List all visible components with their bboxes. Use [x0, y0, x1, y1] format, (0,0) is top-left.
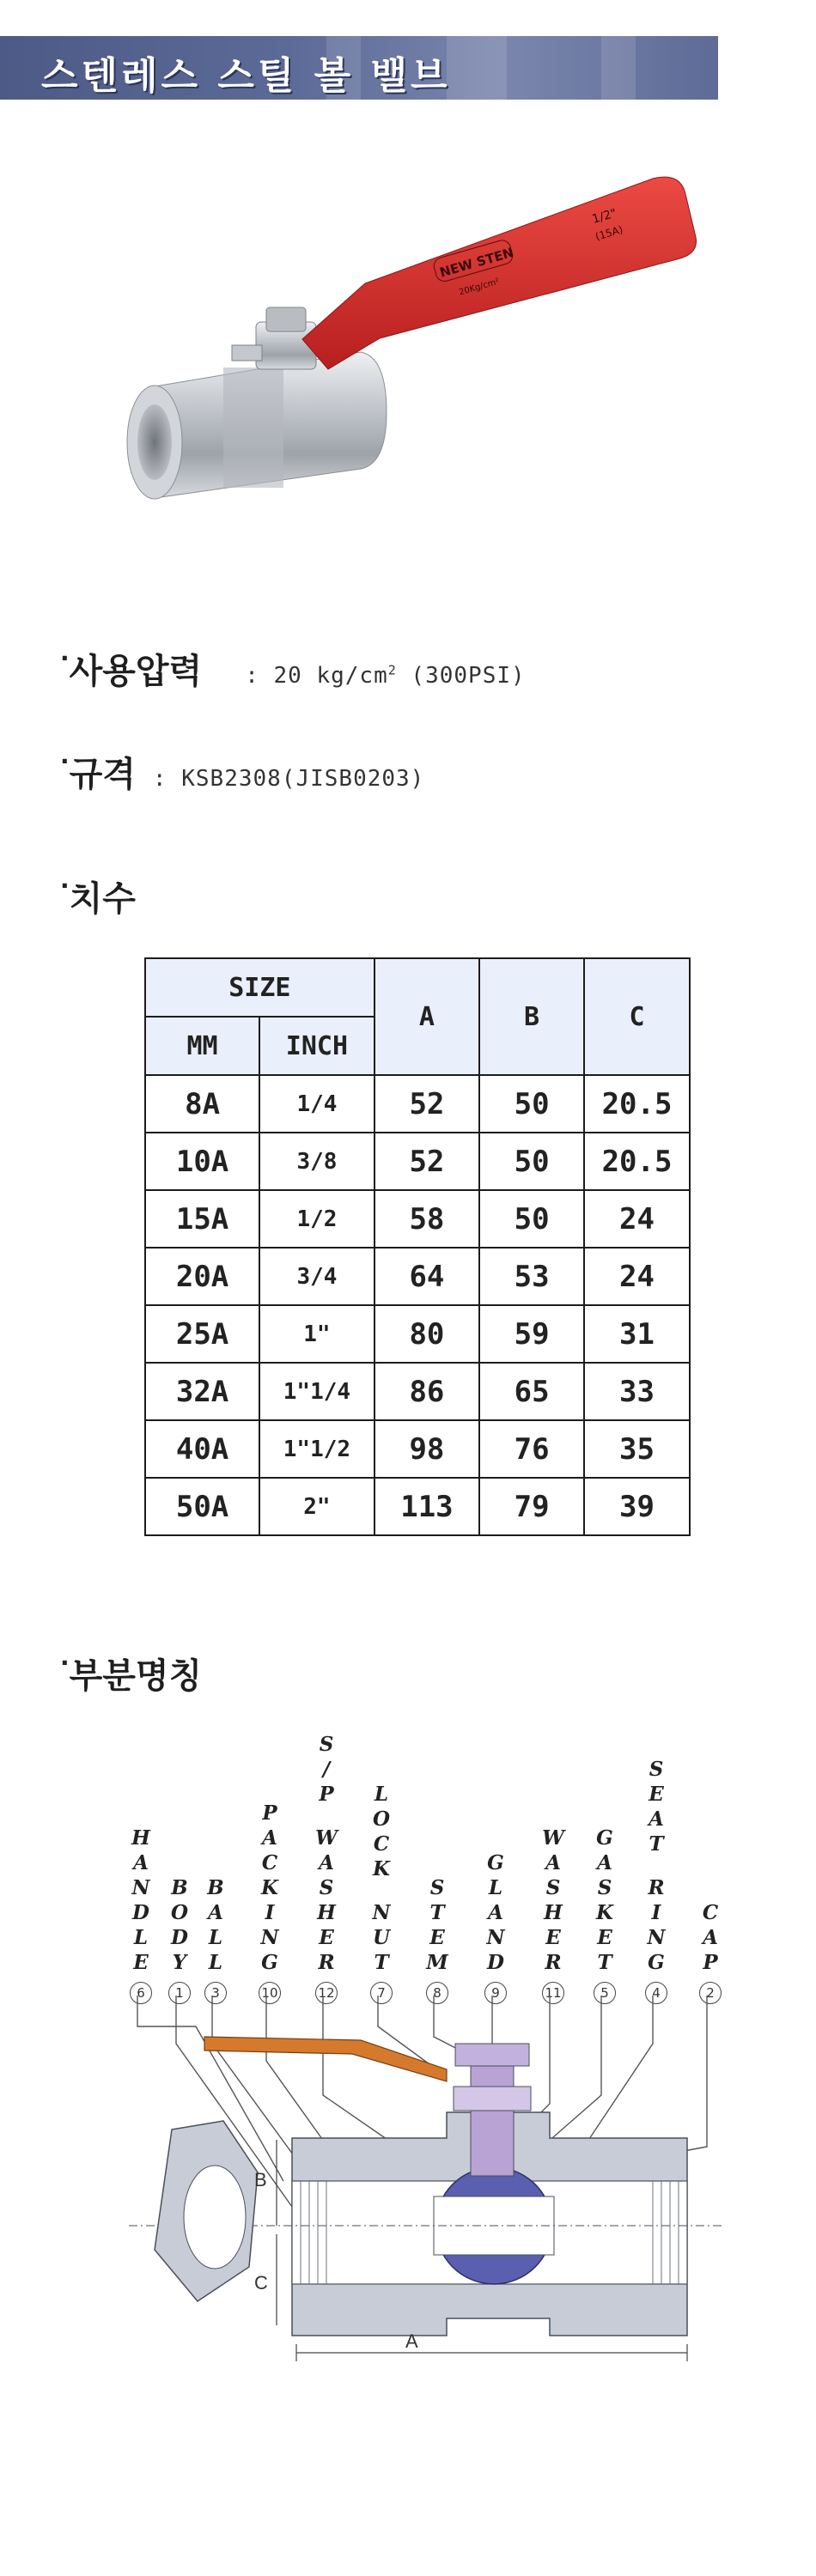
part-label: [480, 1850, 511, 1975]
cell-mm: 25A: [145, 1305, 259, 1363]
cell-inch: 1": [259, 1305, 375, 1363]
part-word: W A S H E R: [315, 1826, 338, 1974]
table-row: [145, 1363, 690, 1420]
cell-c: 31: [584, 1305, 690, 1363]
cell-a: 58: [375, 1190, 479, 1248]
cell-b: 50: [479, 1075, 584, 1133]
part-label: [641, 1757, 672, 1975]
part-word: B O D Y: [170, 1876, 189, 1974]
inch-header: INCH: [259, 1017, 375, 1075]
cell-inch: 3/4: [259, 1248, 375, 1305]
part-number-badge: 3: [204, 1982, 227, 2004]
cell-a: 98: [375, 1420, 479, 1478]
part-word: S T E M: [426, 1876, 448, 1974]
part-label: [200, 1875, 231, 1975]
part-label: [695, 1900, 726, 1975]
cell-b: 59: [479, 1305, 584, 1363]
cell-c: 24: [584, 1190, 690, 1248]
spec-parts: ·부분명칭: [60, 1649, 203, 1696]
cell-a: 113: [375, 1478, 479, 1535]
part-number-badge: 11: [542, 1982, 564, 2004]
part-word: G A S K E T: [596, 1826, 613, 1974]
table-row: [145, 1305, 690, 1363]
part-number-badge: 1: [168, 1982, 191, 2004]
cell-a: 86: [375, 1363, 479, 1420]
part-word: B A L L: [207, 1876, 224, 1974]
table-row: [145, 1075, 690, 1133]
page-title: 스텐레스 스틸 볼 밸브: [41, 54, 451, 98]
cell-c: 33: [584, 1363, 690, 1420]
handle-brand-text: NEW STEN: [437, 244, 515, 281]
spec-dimensions-label: 치수: [69, 879, 136, 919]
cell-mm: 50A: [145, 1478, 259, 1535]
cell-mm: 15A: [145, 1190, 259, 1248]
part-word: W A S H E R: [542, 1826, 564, 1974]
part-word: S E A T: [649, 1758, 664, 1856]
part-number-badge: 5: [594, 1982, 616, 2004]
part-number-badge: 10: [259, 1982, 281, 2004]
cell-b: 79: [479, 1478, 584, 1535]
handle-pressure-text: 20Kg/cm²: [458, 276, 501, 298]
handle-class-text: (15A): [594, 223, 624, 243]
part-number-badge: 8: [426, 1982, 448, 2004]
part-label: [254, 1801, 285, 1975]
cell-mm: 40A: [145, 1420, 259, 1478]
part-label: [366, 1782, 397, 1975]
part-label: [538, 1826, 569, 1975]
mm-header: MM: [145, 1017, 259, 1075]
part-label: [164, 1875, 195, 1975]
part-label: [125, 1826, 156, 1975]
cell-mm: 10A: [145, 1133, 259, 1190]
part-word: S / P: [319, 1733, 334, 1806]
spec-dimensions: ·치수: [60, 872, 136, 919]
part-number-badge: 12: [315, 1982, 338, 2004]
cell-inch: 1"1/4: [259, 1363, 375, 1420]
cell-a: 52: [375, 1133, 479, 1190]
part-label: [589, 1826, 620, 1975]
part-label: [422, 1875, 453, 1975]
spec-parts-label: 부분명칭: [69, 1656, 203, 1696]
spec-standard-value: : KSB2308(JISB0203): [152, 766, 425, 792]
cell-a: 80: [375, 1305, 479, 1363]
col-b-header: B: [479, 958, 584, 1075]
spec-standard: ·규격 : KSB2308(JISB0203): [60, 747, 425, 794]
cell-b: 65: [479, 1363, 584, 1420]
part-number-badge: 2: [699, 1982, 722, 2004]
cell-c: 39: [584, 1478, 690, 1535]
cell-inch: 3/8: [259, 1133, 375, 1190]
cell-mm: 20A: [145, 1248, 259, 1305]
cell-a: 52: [375, 1075, 479, 1133]
part-word: R I N G: [647, 1876, 666, 1974]
dim-b-label: B: [254, 2169, 267, 2190]
spec-pressure-value: : 20 $kg/cm^2$ (300PSI): [245, 662, 526, 689]
cell-mm: 8A: [145, 1075, 259, 1133]
cell-b: 76: [479, 1420, 584, 1478]
table-row: [145, 1190, 690, 1248]
cell-c: 35: [584, 1420, 690, 1478]
cell-inch: 2": [259, 1478, 375, 1535]
dim-c-label: C: [254, 2272, 268, 2293]
part-number-badge: 7: [370, 1982, 393, 2004]
cell-b: 50: [479, 1190, 584, 1248]
part-number-badge: 6: [130, 1982, 152, 2004]
part-word: P A C K I N G: [260, 1801, 279, 1974]
part-word: C A P: [702, 1901, 719, 1974]
cell-inch: 1"1/2: [259, 1420, 375, 1478]
table-row: [145, 1478, 690, 1535]
table-row: [145, 1420, 690, 1478]
cell-b: 53: [479, 1248, 584, 1305]
cell-b: 50: [479, 1133, 584, 1190]
dim-a-label: A: [405, 2330, 418, 2352]
dimension-table: [144, 957, 691, 1536]
table-row: [145, 1248, 690, 1305]
part-number-badge: 4: [645, 1982, 667, 2004]
cell-inch: 1/4: [259, 1075, 375, 1133]
part-word: H A N D L E: [131, 1826, 150, 1974]
col-a-header: A: [375, 958, 479, 1075]
part-names: [0, 1683, 816, 2001]
cell-c: 20.5: [584, 1075, 690, 1133]
handle-size-text: 1/2": [590, 206, 618, 227]
cell-mm: 32A: [145, 1363, 259, 1420]
title-banner: [0, 36, 718, 100]
spec-standard-label: 규격: [69, 755, 136, 794]
part-label: [311, 1732, 342, 1975]
cell-a: 64: [375, 1248, 479, 1305]
spec-pressure: ·사용압력 : 20 $kg/cm^2$ (300PSI): [60, 644, 526, 691]
part-word: N U T: [372, 1901, 391, 1974]
cell-c: 20.5: [584, 1133, 690, 1190]
size-header: SIZE: [145, 958, 375, 1017]
table-row: [145, 1133, 690, 1190]
spec-pressure-label: 사용압력: [69, 652, 203, 691]
part-number-badge: 9: [484, 1982, 507, 2004]
cell-c: 24: [584, 1248, 690, 1305]
ball-valve-photo: [103, 155, 730, 558]
part-word: G L A N D: [486, 1851, 505, 1974]
part-word: L O C K: [372, 1783, 391, 1880]
valve-cross-section-diagram: [0, 1992, 816, 2370]
cell-inch: 1/2: [259, 1190, 375, 1248]
col-c-header: C: [584, 958, 690, 1075]
